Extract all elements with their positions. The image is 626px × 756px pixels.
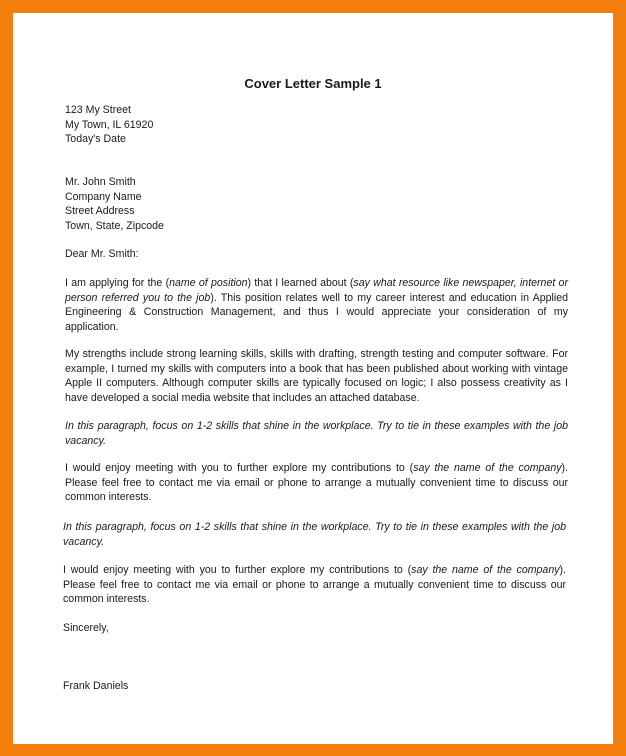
recipient-address (65, 175, 568, 233)
paragraph-3 (65, 419, 568, 448)
paragraph-5-text: In this paragraph, focus on 1-2 skills that shine in the workplace. Try to tie in these examples with the job vacancy. (63, 521, 566, 548)
sender-address (65, 103, 568, 147)
page-title: Cover Letter Sample 1 (244, 76, 382, 91)
letter-page (13, 13, 613, 744)
p4-text-a: I would enjoy meeting with you to further explore my contributions to ( (65, 462, 414, 474)
p6-company-placeholder: say the name of the company (411, 564, 560, 576)
paragraph-1-text (65, 276, 568, 334)
p6-text-a: I would enjoy meeting with you to further explore my contributions to ( (63, 564, 412, 576)
recipient-name: Mr. John Smith (65, 176, 136, 188)
recipient-street: Street Address (65, 205, 135, 217)
paragraph-2-text: My strengths include strong learning skills, skills with drafting, strength testing and computer software. For example, I turned my skills with computers into a book that has been published about working with vintage Apple II computers. Although computer skills are typically focused on logic; I also possess creativity as I have developed a social media website that includes an attached database. (65, 348, 568, 404)
closing (63, 621, 566, 636)
signature (63, 679, 566, 694)
paragraph-3-text: In this paragraph, focus on 1-2 skills that shine in the workplace. Try to tie in these examples with the job vacancy. (65, 420, 568, 447)
closing-text: Sincerely, (63, 622, 109, 634)
p1-text-e: ). This position relates well to my career interest and education in Applied Engineering & Construction Management, and thus I would appreciate your consideration of my application. (65, 291, 568, 333)
p1-text-a: I am applying for the ( (65, 277, 170, 289)
recipient-city: Town, State, Zipcode (65, 219, 164, 232)
paragraph-1 (65, 276, 568, 334)
letter-date: Today's Date (65, 133, 126, 145)
p4-text-c: ). Please feel free to contact me via email or phone to arrange a mutually convenient time to discuss our common interests. (65, 462, 569, 503)
p1-text-c: ) that I learned about ( (247, 277, 354, 289)
sender-city: My Town, IL 61920 (65, 118, 154, 131)
signature-name: Frank Daniels (63, 680, 129, 692)
p4-company-placeholder: say the name of the company (413, 462, 562, 474)
p1-position-placeholder: name of position (169, 277, 248, 289)
p6-text-c: ). Please feel free to contact me via email or phone to arrange a mutually convenient time to discuss our common interests. (63, 564, 567, 605)
p1-resource-placeholder: say what resource like newspaper, internet or person referred you to the job (65, 277, 568, 304)
paragraph-5 (63, 520, 566, 549)
sender-street: 123 My Street (65, 104, 131, 116)
recipient-company: Company Name (65, 190, 142, 203)
salutation-text: Dear Mr. Smith: (65, 248, 139, 260)
paragraph-6-text (63, 563, 566, 607)
paragraph-6 (63, 563, 566, 607)
paragraph-4-text (65, 461, 568, 505)
paragraph-2 (65, 347, 568, 405)
paragraph-4 (65, 461, 568, 505)
salutation (65, 247, 568, 262)
